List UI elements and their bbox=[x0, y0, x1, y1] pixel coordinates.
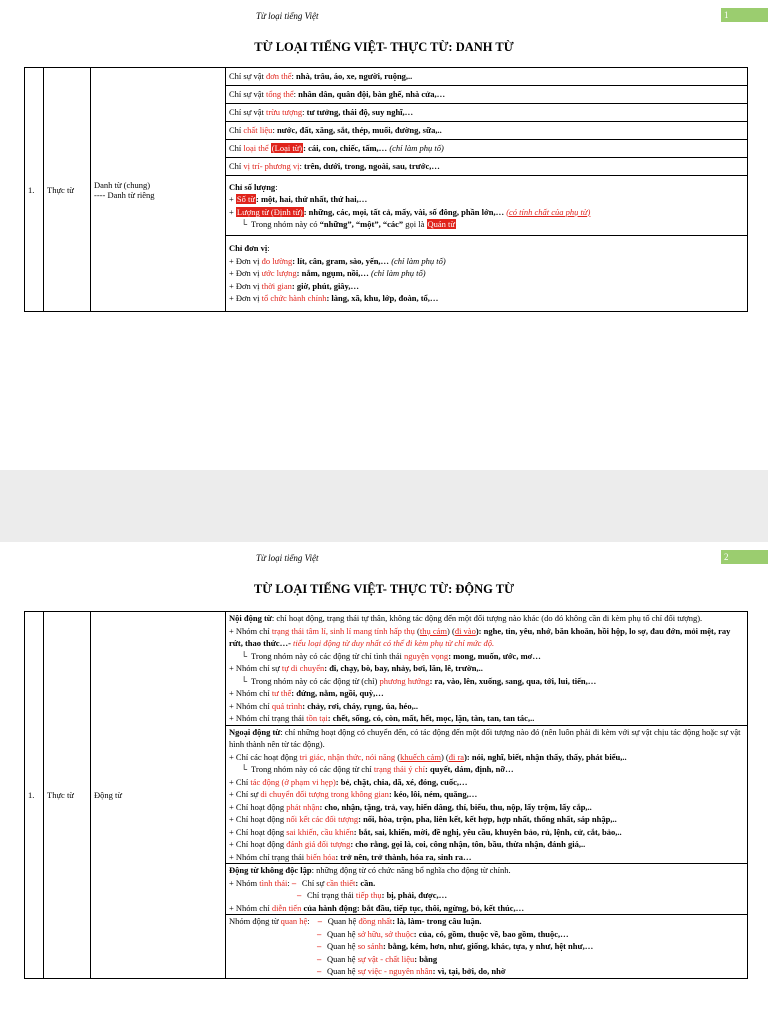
text-segment: đồng nhất bbox=[358, 916, 393, 926]
text-segment: : giờ, phút, giây,… bbox=[291, 280, 359, 291]
text-segment: : đi, chạy, bò, bay, nhảy, bơi, lăn, lê, trườn,.. bbox=[324, 663, 483, 673]
text-segment: + Đơn vị bbox=[229, 280, 262, 291]
category-cell bbox=[226, 104, 748, 122]
text-segment: : chỉ hoạt động, trạng thái tự thân, không tác động đến một đối tượng nào khác (do đó không cần đi kèm phụ tố chỉ đối tượng). bbox=[271, 613, 703, 623]
category-cell bbox=[226, 915, 748, 979]
text-segment: (chỉ làm phụ tố) bbox=[391, 255, 446, 266]
text-segment: đơn thể bbox=[265, 71, 292, 82]
text-segment: trừu tượng bbox=[265, 107, 303, 118]
text-segment: Nhóm động từ bbox=[229, 916, 281, 926]
word-type: Thực từ bbox=[44, 68, 91, 312]
text-segment: : bbox=[291, 71, 296, 82]
text-segment: : bbox=[293, 89, 299, 100]
text-segment: đo lường bbox=[261, 255, 293, 266]
dash-bullet-icon: – bbox=[317, 916, 323, 926]
dash-bullet-icon: – bbox=[291, 877, 297, 888]
text-segment: ) ( bbox=[440, 751, 449, 762]
text-segment: sự việc - nguyên nhân bbox=[357, 966, 433, 976]
page-number-badge: 1 bbox=[721, 8, 768, 22]
text-segment: : bắt, sai, khiến, mời, đề nghị, yêu cầu, khuyên bảo, rủ, lệnh, cử, cắt, bảo,.. bbox=[353, 826, 622, 837]
text-segment: Trong nhóm này có các động từ chỉ tình thái bbox=[251, 650, 405, 661]
text-segment: khuếch cảm bbox=[400, 751, 441, 762]
text-segment: nước, đất, xăng, sắt, thép, muối, đường, sữa,.. bbox=[276, 125, 442, 136]
text-segment: tự di chuyển bbox=[281, 663, 325, 673]
branch-icon: └ bbox=[241, 650, 248, 661]
text-segment: : nối, hòa, trộn, pha, liên kết, kết hợp, hợp nhất, thống nhất, sáp nhập,.. bbox=[358, 814, 617, 824]
text-segment: di chuyển đối tượng trong không gian bbox=[260, 789, 389, 799]
text-segment: Chỉ bbox=[229, 125, 244, 136]
text-segment: chất liệu bbox=[243, 125, 273, 136]
table-row bbox=[25, 612, 748, 726]
text-segment: đi ra bbox=[448, 751, 465, 762]
text-segment: Chỉ bbox=[229, 161, 244, 172]
text-segment: : bbox=[307, 916, 312, 926]
text-segment: tri giác, nhận thức, nói năng bbox=[299, 751, 396, 762]
text-segment: Chỉ trạng thái bbox=[307, 890, 356, 900]
text-segment: tư tưởng, thái độ, suy nghĩ,… bbox=[306, 107, 414, 118]
text-segment: : làng, xã, khu, lớp, đoàn, tổ,… bbox=[326, 293, 439, 304]
text-segment: gọi là bbox=[403, 219, 427, 229]
text-segment: Ngoại động từ bbox=[229, 726, 281, 737]
text-segment: nhà, trâu, áo, xe, người, ruộng,.. bbox=[295, 71, 413, 82]
text-segment: : bẻ, chặt, chia, dã, xé, đóng, cuốc,… bbox=[335, 776, 468, 787]
text-segment: Chỉ đơn vị bbox=[229, 243, 268, 254]
text-segment: diễn tiến bbox=[271, 902, 302, 913]
text-segment: : kéo, lôi, ném, quăng,… bbox=[388, 789, 478, 799]
text-segment: + Nhóm chỉ bbox=[229, 625, 272, 636]
dash-bullet-icon: – bbox=[297, 890, 302, 900]
text-segment: Quan hệ bbox=[327, 916, 359, 926]
text-segment: so sánh bbox=[357, 941, 383, 951]
text-segment: + Chỉ hoạt động bbox=[229, 801, 287, 812]
category-cell bbox=[226, 68, 748, 86]
text-segment: + Đơn vị bbox=[229, 255, 262, 266]
text-segment: nhân dân, quân đội, bàn ghế, nhà cửa,… bbox=[298, 89, 446, 100]
text-segment: quan hệ bbox=[280, 916, 308, 926]
text-segment: : đứng, nằm, ngồi, quỳ,… bbox=[291, 688, 384, 698]
text-segment: : bbox=[299, 161, 304, 172]
text-segment: Chỉ sự vật bbox=[229, 71, 266, 82]
text-segment: tiếp thụ bbox=[355, 890, 382, 900]
text-segment: nối kết các đối tượng bbox=[286, 814, 359, 824]
text-segment: đánh giá đối tượng bbox=[286, 839, 351, 849]
text-segment: thời gian bbox=[261, 280, 292, 291]
text-segment: Chỉ sự vật bbox=[229, 107, 266, 118]
row-number: 1. bbox=[25, 68, 44, 312]
category-cell bbox=[226, 864, 748, 915]
text-segment: Động từ không độc lập bbox=[229, 865, 312, 875]
branch-icon: └ bbox=[241, 675, 248, 686]
text-segment: tồn tại bbox=[306, 713, 328, 723]
category-cell bbox=[226, 140, 748, 158]
text-segment: sở hữu, sở thuộc bbox=[357, 928, 414, 939]
text-segment: tư thế bbox=[271, 688, 292, 698]
text-segment: trạng thái tâm lí, sinh lí mang tính hấp thụ bbox=[271, 625, 415, 636]
text-segment: : những, các, mọi, tất cả, mấy, vài, số đông, phần lớn,… bbox=[303, 206, 507, 217]
text-segment: + Nhóm bbox=[229, 877, 260, 888]
text-segment: : là, làm- trong câu luận. bbox=[392, 916, 482, 926]
text-segment: + bbox=[229, 206, 236, 217]
table-row bbox=[25, 68, 748, 86]
text-segment: Trong nhóm này có bbox=[251, 219, 320, 229]
text-segment: trên, dưới, trong, ngoài, sau, trước,… bbox=[304, 161, 440, 172]
text-segment: + Chỉ bbox=[229, 776, 251, 787]
branch-icon: └ bbox=[241, 764, 248, 774]
text-segment: tổng thể bbox=[265, 89, 294, 100]
text-segment: : ra, vào, lên, xuống, sang, qua, tới, lui, tiến,… bbox=[429, 675, 597, 686]
text-segment: Số từ bbox=[236, 194, 255, 204]
text-segment: Quan hệ bbox=[327, 966, 358, 976]
text-segment: : của, có, gồm, thuộc về, bao gồm, thuộc,… bbox=[413, 928, 569, 939]
text-segment: sự vật - chất liệu bbox=[357, 953, 415, 964]
text-segment: Trong nhóm này có các động từ (chỉ) bbox=[251, 675, 380, 686]
text-segment: ) ( bbox=[447, 625, 455, 636]
text-segment: loại thể bbox=[243, 143, 269, 154]
text-segment: : chỉ những hoạt động có chuyển đến, có tác động đến một đối tượng nào đó (nên luôn phải đi kèm với sự vật chịu tác động hoặc sự vật hình thành nên từ tác động). bbox=[229, 726, 741, 749]
text-segment: (chỉ làm phụ tố) bbox=[371, 268, 426, 279]
dash-bullet-icon: – bbox=[317, 941, 322, 951]
text-segment: “những”, “một”, “các” bbox=[319, 219, 404, 229]
text-segment: Quan hệ bbox=[327, 928, 358, 939]
category-cell: Chỉ đơn vị: + Đơn vị đo lường: lít, cân, gram, sào, yến,… (chỉ làm phụ tố) + Đơn vị ước lượng: nắm, ngụm, nồi,… (chỉ làm phụ tố) + Đơn vị thời gian: giờ, phút, giây,… + Đơn vị tổ chức hành chính: làng, xã, khu, lớp, đoàn, tổ,… bbox=[226, 236, 748, 312]
text-segment: + Nhóm chỉ bbox=[229, 688, 272, 698]
category-cell bbox=[226, 86, 748, 104]
branch-icon: └ bbox=[241, 219, 248, 229]
text-segment: + Chỉ sự bbox=[229, 789, 261, 799]
page-title: TỪ LOẠI TIẾNG VIỆT- THỰC TỪ: DANH TỪ bbox=[254, 40, 514, 54]
text-segment: thụ cảm bbox=[419, 625, 448, 636]
text-segment: + Chỉ hoạt động bbox=[229, 814, 287, 824]
category-cell: Chỉ số lượng: + Số từ: một, hai, thứ nhất, thứ hai,… + Lượng từ (Định từ): những, các, mọi, tất cả, mấy, vài, số đông, phần lớn,… (có tính chất của phụ từ) └ Trong nhóm này có “những”, “một”, “các” gọi là Quán từ bbox=[226, 176, 748, 236]
text-segment: biến hóa bbox=[306, 851, 336, 862]
text-segment: ): nghe, tin, yêu, nhớ, băn khoăn, hồi hộp, lo sợ, đau đớn, mỏi mệt, ray rứt, thao thức…- bbox=[229, 625, 731, 648]
text-segment: : một, hai, thứ nhất, thứ hai,… bbox=[256, 194, 368, 204]
text-segment: + Chỉ hoạt động bbox=[229, 839, 287, 849]
category-cell bbox=[226, 725, 748, 864]
text-segment: Nội động từ bbox=[229, 613, 272, 623]
text-segment: : mong, muốn, ước, mơ… bbox=[448, 650, 541, 661]
name-line: ---- Danh từ riêng bbox=[94, 189, 155, 200]
text-segment: Chỉ số lượng bbox=[229, 181, 276, 192]
text-segment: + Nhóm chỉ bbox=[229, 902, 272, 913]
text-segment: tình thái bbox=[259, 877, 288, 888]
text-segment: ( bbox=[395, 751, 401, 762]
text-segment: phát nhận bbox=[286, 801, 320, 812]
category-cell bbox=[226, 158, 748, 176]
text-segment: : cho, nhận, tặng, trả, vay, hiến dâng, thí, biếu, thu, nộp, lấy trộm, lấy cắp,.. bbox=[319, 801, 592, 812]
text-segment: Chỉ sự bbox=[301, 877, 327, 888]
category-cell bbox=[226, 612, 748, 726]
text-segment: : bbox=[302, 107, 307, 118]
text-segment: ước lượng bbox=[261, 268, 297, 279]
text-segment: của hành động: bắt đầu, tiếp tục, thôi, ngừng, bỏ, kết thúc,… bbox=[301, 902, 525, 913]
text-segment: : cần. bbox=[355, 877, 376, 888]
text-segment: : cái, con, chiếc, tấm,… bbox=[303, 143, 390, 154]
text-segment: tổ chức hành chính bbox=[261, 293, 327, 304]
text-segment: : bằng bbox=[414, 953, 438, 964]
running-header: Từ loại tiếng Việt bbox=[256, 553, 319, 563]
text-segment: phương hướng bbox=[379, 675, 430, 686]
dong-tu-table bbox=[24, 611, 748, 979]
text-segment: : cho rằng, gọi là, coi, công nhận, tôn, bầu, thừa nhận, đánh giá,.. bbox=[350, 839, 586, 849]
dash-bullet-icon: – bbox=[317, 953, 322, 964]
text-segment: + Chỉ hoạt động bbox=[229, 826, 287, 837]
text-segment: sai khiến, cầu khiến bbox=[286, 826, 354, 837]
text-segment: + Nhóm chỉ bbox=[229, 700, 272, 711]
text-segment: : bbox=[287, 877, 292, 888]
text-segment: : những động từ có chức năng bổ nghĩa cho động từ chính. bbox=[311, 865, 511, 875]
word-class-name bbox=[91, 68, 226, 312]
word-type: Thực từ bbox=[44, 612, 91, 979]
text-segment: Quan hệ bbox=[327, 941, 358, 951]
text-segment: + Nhóm chỉ sự bbox=[229, 663, 282, 673]
text-segment: Quán từ bbox=[427, 219, 456, 229]
text-segment: trạng thái ý chí bbox=[373, 764, 426, 774]
text-segment: Chỉ bbox=[229, 143, 244, 154]
text-segment: Lượng từ (Định từ) bbox=[236, 206, 303, 217]
text-segment: : bị, phải, được,… bbox=[381, 890, 448, 900]
text-segment: : bbox=[272, 125, 277, 136]
text-segment: quá trình bbox=[271, 700, 303, 711]
text-segment: nguyện vọng bbox=[404, 650, 449, 661]
text-segment: + Nhóm chỉ trạng thái bbox=[229, 851, 307, 862]
text-segment: : chảy, rơi, cháy, rụng, úa, héo,.. bbox=[302, 700, 418, 711]
category-cell bbox=[226, 122, 748, 140]
text-segment: + bbox=[229, 194, 236, 204]
text-segment: cần thiết bbox=[326, 877, 356, 888]
text-segment: Chỉ sự vật bbox=[229, 89, 266, 100]
text-segment: : bằng, kém, hơn, như, giống, khác, tựa, y như, hệt như,… bbox=[382, 941, 594, 951]
document-page-2 bbox=[0, 542, 768, 1024]
text-segment: ( bbox=[414, 625, 420, 636]
text-segment: + Đơn vị bbox=[229, 268, 262, 279]
text-segment: : trở nên, trở thành, hóa ra, sinh ra… bbox=[335, 851, 472, 862]
text-segment: : chết, sống, có, còn, mất, hết, mọc, lặn, tàn, tan, tan tác,.. bbox=[327, 713, 535, 723]
text-segment: + Đơn vị bbox=[229, 293, 262, 304]
name-line: Danh từ (chung) bbox=[94, 179, 151, 190]
text-segment: : vì, tại, bởi, do, nhờ bbox=[432, 966, 506, 976]
page-title: TỪ LOẠI TIẾNG VIỆT- THỰC TỪ: ĐỘNG TỪ bbox=[253, 582, 515, 596]
danh-tu-table bbox=[24, 67, 748, 312]
document-page-1 bbox=[0, 0, 768, 470]
text-segment: (có tính chất của phụ từ) bbox=[506, 206, 591, 217]
text-segment: đi vào bbox=[454, 625, 476, 636]
text-segment: vị trí- phương vị bbox=[243, 161, 300, 172]
text-segment: : quyết, dám, định, nỡ… bbox=[425, 764, 514, 774]
text-segment: tiểu loại động từ duy nhất có thể đi kèm phụ từ chỉ mức độ. bbox=[293, 638, 495, 648]
row-number: 1. bbox=[25, 612, 44, 979]
text-segment: Trong nhóm này có các động từ chỉ bbox=[251, 764, 374, 774]
text-segment: (Loại từ) bbox=[271, 143, 303, 154]
text-segment: Quan hệ bbox=[327, 953, 358, 964]
running-header: Từ loại tiếng Việt bbox=[256, 11, 319, 21]
text-segment: : lít, cân, gram, sào, yến,… bbox=[292, 255, 392, 266]
text-segment: tác động (ở phạm vi hẹp) bbox=[250, 776, 336, 787]
text-segment: (chỉ làm phụ tố) bbox=[389, 143, 444, 154]
text-segment: + Nhóm chỉ trạng thái bbox=[229, 713, 307, 723]
text-segment: + Chỉ các hoạt động bbox=[229, 751, 300, 762]
page-number-badge: 2 bbox=[721, 550, 768, 564]
text-segment: : nắm, ngụm, nồi,… bbox=[296, 268, 372, 279]
dash-bullet-icon: – bbox=[317, 966, 322, 976]
text-segment: ): nói, nghĩ, biết, nhận thấy, thấy, phát biểu,.. bbox=[464, 751, 627, 762]
dash-bullet-icon: – bbox=[317, 928, 322, 939]
word-class-name: Động từ bbox=[91, 612, 226, 979]
